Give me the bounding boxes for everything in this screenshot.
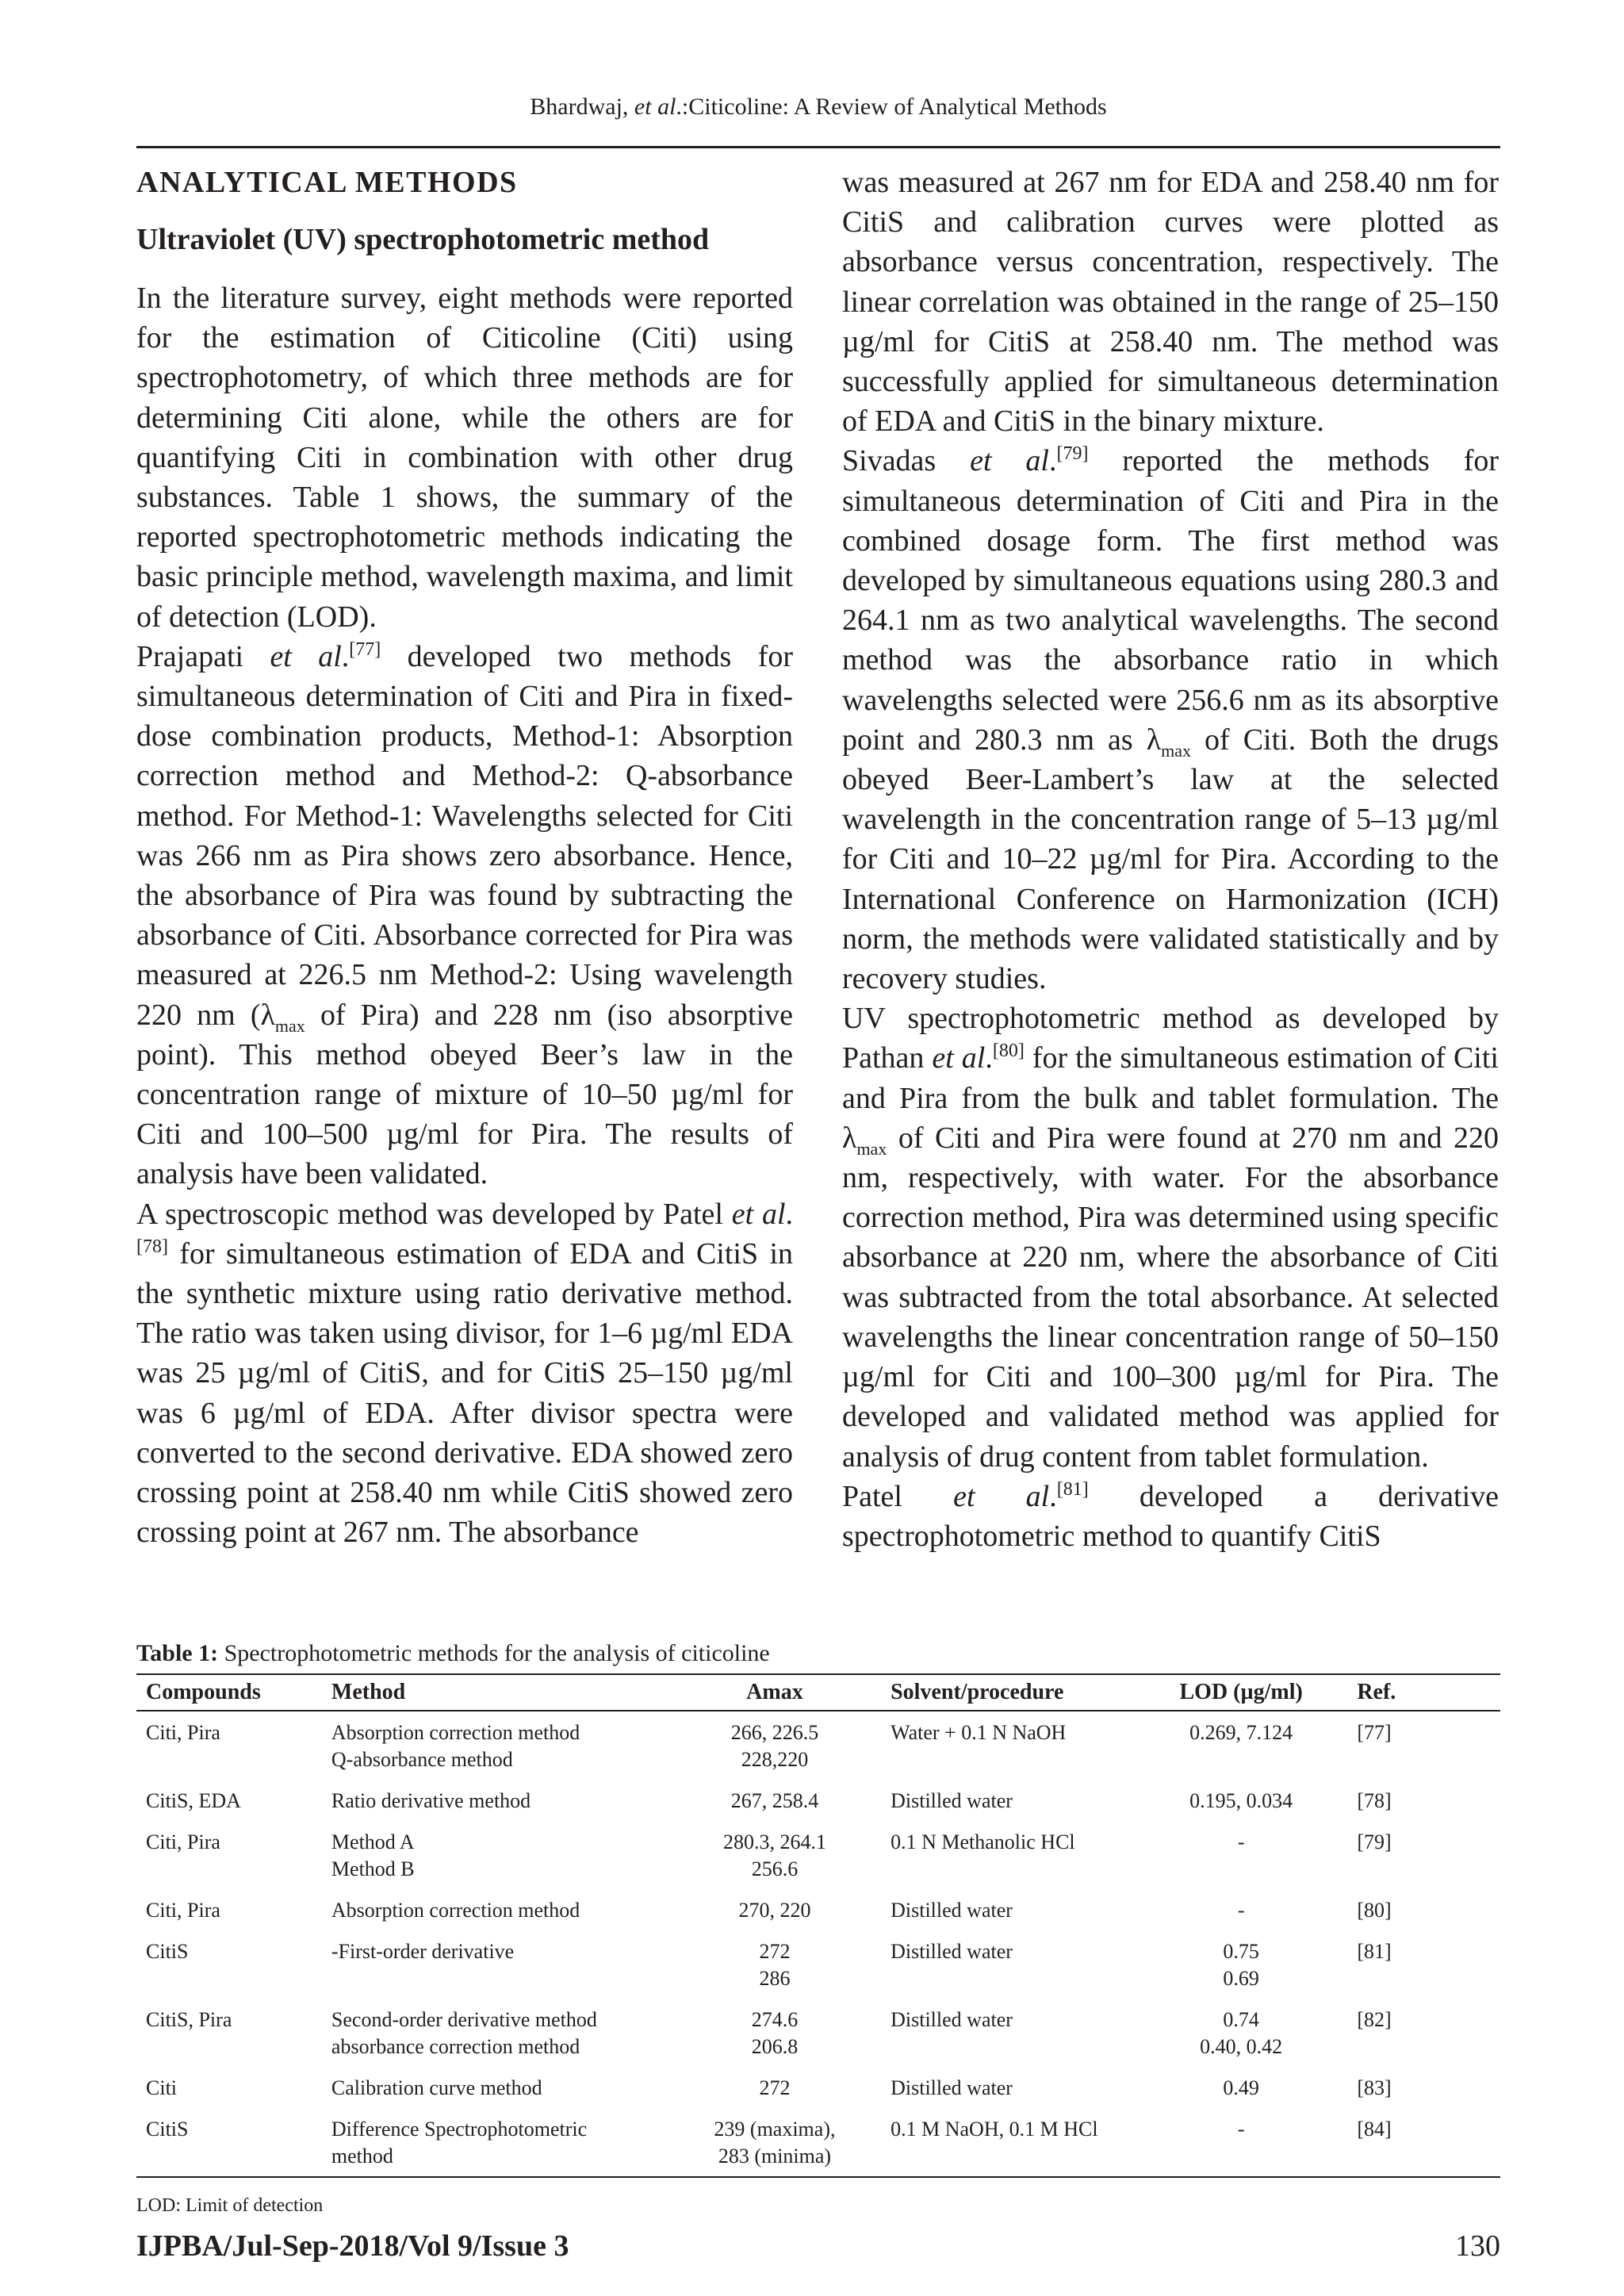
table-row bbox=[136, 1930, 1500, 1999]
header-rule bbox=[136, 146, 1500, 148]
table-cell-amax: 239 (maxima), 283 (minima) bbox=[668, 2108, 881, 2177]
table-cell-method: Calibration curve method bbox=[331, 2076, 542, 2099]
table-cell-lod: - bbox=[1237, 1830, 1245, 1853]
paragraph: Sivadas et al.[79] reported the methods for simultaneous determination of Citi and Pira in the combined dosage form. The first method was developed by simultaneous equations using 280.3 and 264.1 nm as two analytical wavelengths. The second method was the absorbance ratio in which wavelengths selected were 256.6 nm as its absorptive point and 280.3 nm as $\lambda_{max}$ of Citi. Both the drugs obeyed Beer-Lambert’s law at the selected wavelength in the concentration range of 5–13 µg/ml for Citi and 10–22 µg/ml for Pira. According to the International Conference on Harmonization (ICH) norm, the methods were validated statistically and by recovery studies. bbox=[842, 443, 1500, 996]
table-cell-amax: 272 286 bbox=[759, 1940, 791, 1990]
table-cell-solvent: Distilled water bbox=[891, 2076, 1013, 2099]
table-cell-ref: [81] bbox=[1357, 1940, 1392, 1963]
table-cell-method: Ratio derivative method bbox=[331, 1789, 531, 1812]
table-cell-compounds: CitiS, EDA bbox=[146, 1789, 241, 1812]
table-row bbox=[136, 1711, 1500, 1780]
table-row bbox=[136, 1780, 1500, 1821]
table-row bbox=[136, 1821, 1500, 1889]
table-1 bbox=[136, 1640, 1500, 2217]
table-footnote: LOD: Limit of detection bbox=[136, 2195, 324, 2216]
running-head: Bhardwaj, et al.:Citicoline: A Review of Analytical Methods bbox=[530, 94, 1107, 120]
table-cell-solvent: Distilled water bbox=[891, 1940, 1013, 1963]
page-number: 130 bbox=[1455, 2229, 1500, 2263]
table-cell-method: Difference Spectrophotometric method bbox=[322, 2108, 668, 2177]
table-cell-ref: [80] bbox=[1357, 1899, 1392, 1922]
table-cell-method: Second-order derivative method absorbance correction method bbox=[331, 2008, 597, 2058]
paragraph: In the literature survey, eight methods were reported for the estimation of Citicoline (Citi) using spectrophotometry, of which three methods are for determining Citi alone, while the others are for quantifying Citi in combination with other drug substances. Table 1 shows, the summary of the reported spectrophotometric methods indicating the basic principle method, wavelength maxima, and limit of detection (LOD). bbox=[136, 282, 793, 634]
column-header: Method bbox=[322, 1674, 668, 1711]
subsection-title: Ultraviolet (UV) spectrophotometric method bbox=[136, 223, 710, 256]
table-cell-solvent: Distilled water bbox=[891, 2008, 1013, 2031]
paragraph: Prajapati et al.[77] developed two methods for simultaneous determination of Citi and Pira in fixed-dose combination products, Method-1: Absorption correction method and Method-2: Q-absorbance method. For Method-1: Wavelengths selected for Citi was 266 nm as Pira shows zero absorbance. Hence, the absorbance of Pira was found by subtracting the absorbance of Citi. Absorbance corrected for Pira was measured at 226.5 nm Method-2: Using wavelength 220 nm ($\lambda_{max}$ of Pira) and 228 nm (iso absorptive point). This method obeyed Beer’s law in the concentration range of mixture of 10–50 µg/ml for Citi and 100–500 µg/ml for Pira. The results of analysis have been validated. bbox=[136, 638, 794, 1191]
left-column bbox=[136, 163, 793, 1553]
table-cell-ref: [84] bbox=[1347, 2108, 1500, 2177]
table-cell-ref: [78] bbox=[1357, 1789, 1392, 1812]
table-cell-compounds: CitiS bbox=[136, 2108, 322, 2177]
table-row bbox=[136, 2108, 1500, 2177]
data-table bbox=[136, 1673, 1500, 2178]
table-cell-solvent: 0.1 N Methanolic HCl bbox=[891, 1830, 1075, 1853]
table-cell-lod: - bbox=[1135, 2108, 1347, 2177]
citation-ref: [81] bbox=[1056, 1478, 1089, 1500]
table-cell-amax: 280.3, 264.1 256.6 bbox=[722, 1830, 826, 1880]
table-cell-compounds: CitiS, Pira bbox=[146, 2008, 232, 2031]
table-cell-ref: [82] bbox=[1357, 2008, 1392, 2031]
paragraph: A spectroscopic method was developed by Patel et al.[78] for simultaneous estimation of EDA and CitiS in the synthetic mixture using ratio derivative method. The ratio was taken using divisor, for 1–6 µg/ml EDA was 25 µg/ml of CitiS, and for CitiS 25–150 µg/ml was 6 µg/ml of EDA. After divisor spectra were converted to the second derivative. EDA showed zero crossing point at 258.40 nm while CitiS showed zero crossing point at 267 nm. The absorbance bbox=[136, 1197, 793, 1550]
table-cell-ref: [79] bbox=[1357, 1830, 1392, 1853]
table-cell-method: Method A Method B bbox=[331, 1830, 415, 1880]
paragraph: Patel et al.[81] developed a derivative spectrophotometric method to quantify CitiS bbox=[842, 1478, 1500, 1553]
citation-ref: [80] bbox=[992, 1041, 1025, 1062]
table-cell-amax: 274.6 206.8 bbox=[751, 2008, 799, 2058]
table-cell-solvent: Distilled water bbox=[891, 1899, 1013, 1922]
table-header-row bbox=[136, 1674, 1500, 1711]
table-row bbox=[136, 1999, 1500, 2067]
table-cell-solvent: Water + 0.1 N NaOH bbox=[891, 1721, 1067, 1744]
table-cell-ref: [83] bbox=[1357, 2076, 1392, 2099]
table-cell-compounds: Citi, Pira bbox=[146, 1721, 220, 1744]
table-cell-compounds: Citi, Pira bbox=[146, 1899, 220, 1922]
table-cell-compounds: Citi bbox=[146, 2076, 178, 2099]
table-cell-amax: 272 bbox=[759, 2076, 791, 2099]
citation-ref: [78] bbox=[136, 1236, 168, 1257]
right-column bbox=[842, 163, 1499, 1556]
table-cell-lod: - bbox=[1237, 1899, 1245, 1922]
citation-ref: [79] bbox=[1056, 443, 1089, 465]
column-header: Compounds bbox=[136, 1674, 322, 1711]
table-cell-lod: 0.75 0.69 bbox=[1223, 1940, 1259, 1990]
table-caption: Table 1: Spectrophotometric methods for the analysis of citicoline bbox=[136, 1640, 770, 1666]
journal-footer: IJPBA/Jul-Sep-2018/Vol 9/Issue 3 bbox=[136, 2229, 569, 2263]
table-cell-compounds: Citi, Pira bbox=[146, 1830, 220, 1853]
table-cell-amax: 270, 220 bbox=[738, 1899, 811, 1922]
table-cell-method: Absorption correction method bbox=[331, 1899, 580, 1922]
table-cell-method: Absorption correction method Q-absorbance method bbox=[331, 1721, 580, 1771]
table-cell-lod: 0.269, 7.124 bbox=[1189, 1721, 1293, 1744]
table-cell-amax: 266, 226.5 228,220 bbox=[730, 1721, 819, 1771]
table-row bbox=[136, 2067, 1500, 2108]
table-cell-lod: 0.49 bbox=[1223, 2076, 1259, 2099]
table-cell-lod: 0.195, 0.034 bbox=[1189, 1789, 1293, 1812]
table-cell-ref: [77] bbox=[1357, 1721, 1392, 1744]
table-body bbox=[136, 1711, 1500, 2177]
citation-ref: [77] bbox=[349, 638, 381, 660]
column-header: Ref. bbox=[1347, 1674, 1500, 1711]
table-row bbox=[136, 1889, 1500, 1930]
paragraph: was measured at 267 nm for EDA and 258.40 nm for CitiS and calibration curves were plotted as absorbance versus concentration, respectively. The linear correlation was obtained in the range of 25–150 µg/ml for CitiS at 258.40 nm. The method was successfully applied for simultaneous determination of EDA and CitiS in the binary mixture. bbox=[842, 166, 1499, 439]
section-title: ANALYTICAL METHODS bbox=[136, 166, 518, 199]
table-cell-lod: 0.74 0.40, 0.42 bbox=[1200, 2008, 1283, 2058]
column-header: Solvent/procedure bbox=[881, 1674, 1135, 1711]
table-cell-amax: 267, 258.4 bbox=[730, 1789, 819, 1812]
paragraph: UV spectrophotometric method as developed by Pathan et al.[80] for the simultaneous estimation of Citi and Pira from the bulk and tablet formulation. The $\lambda_{max}$ of Citi and Pira were found at 270 nm and 220 nm, respectively, with water. For the absorbance correction method, Pira was determined using specific absorbance at 220 nm, where the absorbance of Citi was subtracted from the total absorbance. At selected wavelengths the linear concentration range of 50–150 µg/ml for Citi and 100–300 µg/ml for Pira. The developed and validated method was applied for analysis of drug content from tablet formulation. bbox=[842, 1002, 1499, 1474]
column-header: Amax bbox=[668, 1674, 881, 1711]
table-cell-compounds: CitiS bbox=[146, 1940, 189, 1963]
column-header: LOD (µg/ml) bbox=[1135, 1674, 1347, 1711]
table-cell-method: -First-order derivative bbox=[331, 1940, 515, 1963]
table-cell-solvent: Distilled water bbox=[891, 1789, 1013, 1812]
table-cell-solvent: 0.1 M NaOH, 0.1 M HCl bbox=[881, 2108, 1135, 2177]
